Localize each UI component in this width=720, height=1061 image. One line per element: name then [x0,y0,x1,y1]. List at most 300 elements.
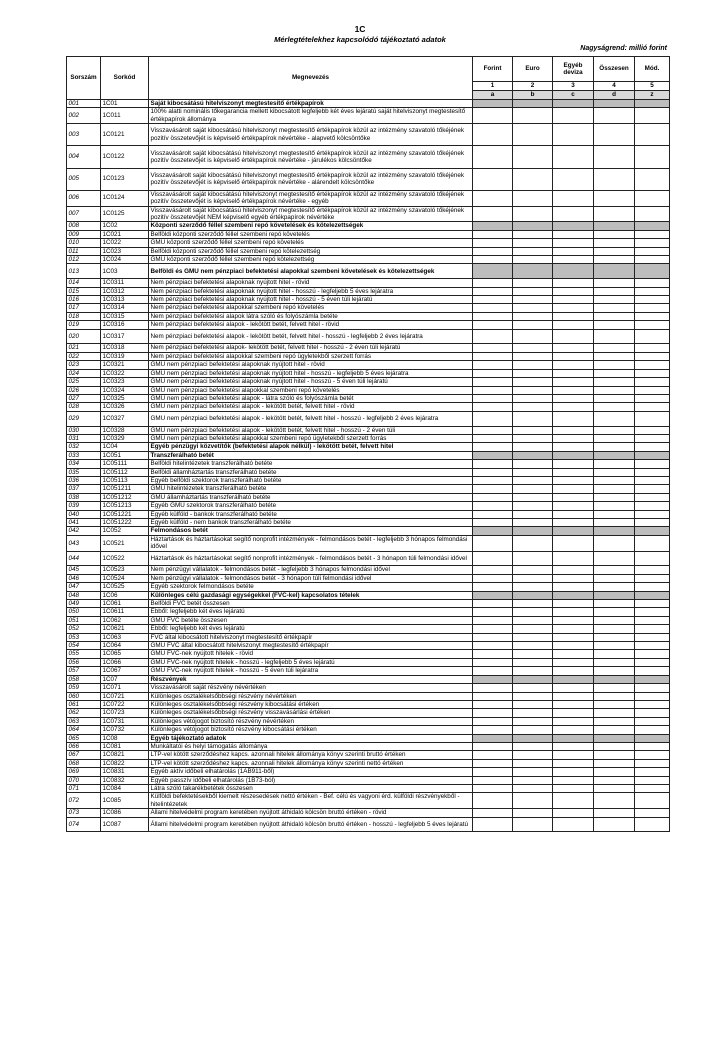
value-cell[interactable] [635,535,670,551]
value-cell[interactable] [513,684,553,692]
value-cell[interactable] [635,784,670,792]
value-cell[interactable] [513,709,553,717]
value-cell[interactable] [473,426,513,434]
value-cell[interactable] [513,493,553,501]
value-cell[interactable] [594,551,635,566]
value-cell[interactable] [635,222,670,230]
value-cell[interactable] [473,394,513,402]
value-cell[interactable] [473,329,513,344]
value-cell[interactable] [553,100,594,108]
value-cell[interactable] [553,502,594,510]
value-cell[interactable] [594,700,635,708]
value-cell[interactable] [594,369,635,377]
value-cell[interactable] [513,460,553,468]
value-cell[interactable] [635,460,670,468]
value-cell[interactable] [594,146,635,168]
value-cell[interactable] [635,684,670,692]
value-cell[interactable] [594,776,635,784]
value-cell[interactable] [473,633,513,641]
value-cell[interactable] [513,809,553,817]
value-cell[interactable] [553,230,594,238]
value-cell[interactable] [513,751,553,759]
value-cell[interactable] [635,411,670,426]
value-cell[interactable] [594,329,635,344]
value-cell[interactable] [635,378,670,386]
value-cell[interactable] [553,667,594,675]
value-cell[interactable] [635,264,670,279]
value-cell[interactable] [594,675,635,683]
value-cell[interactable] [553,386,594,394]
value-cell[interactable] [513,793,553,809]
value-cell[interactable] [473,608,513,616]
value-cell[interactable] [635,296,670,304]
value-cell[interactable] [635,304,670,312]
value-cell[interactable] [513,616,553,624]
value-cell[interactable] [513,264,553,279]
value-cell[interactable] [513,411,553,426]
value-cell[interactable] [635,394,670,402]
value-cell[interactable] [594,344,635,352]
value-cell[interactable] [473,247,513,255]
value-cell[interactable] [513,369,553,377]
value-cell[interactable] [635,124,670,146]
value-cell[interactable] [513,206,553,222]
value-cell[interactable] [513,675,553,683]
value-cell[interactable] [473,493,513,501]
value-cell[interactable] [635,369,670,377]
value-cell[interactable] [513,312,553,320]
value-cell[interactable] [553,329,594,344]
value-cell[interactable] [473,518,513,526]
value-cell[interactable] [513,476,553,484]
value-cell[interactable] [473,304,513,312]
value-cell[interactable] [635,600,670,608]
value-cell[interactable] [635,658,670,666]
value-cell[interactable] [635,759,670,767]
value-cell[interactable] [594,264,635,279]
value-cell[interactable] [473,256,513,264]
value-cell[interactable] [473,817,513,832]
value-cell[interactable] [553,566,594,574]
value-cell[interactable] [635,108,670,124]
value-cell[interactable] [473,793,513,809]
value-cell[interactable] [473,616,513,624]
value-cell[interactable] [513,100,553,108]
value-cell[interactable] [473,566,513,574]
value-cell[interactable] [553,239,594,247]
value-cell[interactable] [473,352,513,360]
value-cell[interactable] [473,650,513,658]
value-cell[interactable] [635,583,670,591]
value-cell[interactable] [635,518,670,526]
value-cell[interactable] [473,742,513,750]
value-cell[interactable] [553,146,594,168]
value-cell[interactable] [594,108,635,124]
value-cell[interactable] [635,321,670,329]
value-cell[interactable] [553,518,594,526]
value-cell[interactable] [473,206,513,222]
value-cell[interactable] [513,279,553,287]
value-cell[interactable] [553,658,594,666]
value-cell[interactable] [513,734,553,742]
value-cell[interactable] [594,247,635,255]
value-cell[interactable] [473,369,513,377]
value-cell[interactable] [635,146,670,168]
value-cell[interactable] [553,574,594,582]
value-cell[interactable] [513,256,553,264]
value-cell[interactable] [594,759,635,767]
value-cell[interactable] [594,361,635,369]
value-cell[interactable] [553,394,594,402]
value-cell[interactable] [594,692,635,700]
value-cell[interactable] [635,403,670,411]
value-cell[interactable] [635,527,670,535]
value-cell[interactable] [473,768,513,776]
value-cell[interactable] [513,124,553,146]
value-cell[interactable] [635,633,670,641]
value-cell[interactable] [594,583,635,591]
value-cell[interactable] [594,443,635,451]
value-cell[interactable] [473,222,513,230]
value-cell[interactable] [594,510,635,518]
value-cell[interactable] [553,304,594,312]
value-cell[interactable] [594,625,635,633]
value-cell[interactable] [594,403,635,411]
value-cell[interactable] [553,583,594,591]
value-cell[interactable] [553,264,594,279]
value-cell[interactable] [553,510,594,518]
value-cell[interactable] [635,361,670,369]
value-cell[interactable] [594,222,635,230]
value-cell[interactable] [594,378,635,386]
value-cell[interactable] [553,717,594,725]
value-cell[interactable] [594,600,635,608]
value-cell[interactable] [473,726,513,734]
value-cell[interactable] [513,239,553,247]
value-cell[interactable] [594,468,635,476]
value-cell[interactable] [594,642,635,650]
value-cell[interactable] [594,658,635,666]
value-cell[interactable] [553,742,594,750]
value-cell[interactable] [635,426,670,434]
value-cell[interactable] [635,247,670,255]
value-cell[interactable] [473,386,513,394]
value-cell[interactable] [553,776,594,784]
value-cell[interactable] [513,426,553,434]
value-cell[interactable] [513,352,553,360]
value-cell[interactable] [473,600,513,608]
value-cell[interactable] [513,591,553,599]
value-cell[interactable] [473,535,513,551]
value-cell[interactable] [513,551,553,566]
value-cell[interactable] [513,247,553,255]
value-cell[interactable] [635,485,670,493]
value-cell[interactable] [553,700,594,708]
value-cell[interactable] [473,434,513,442]
value-cell[interactable] [594,230,635,238]
value-cell[interactable] [553,675,594,683]
value-cell[interactable] [635,776,670,784]
value-cell[interactable] [553,726,594,734]
value-cell[interactable] [553,206,594,222]
value-cell[interactable] [635,551,670,566]
value-cell[interactable] [553,793,594,809]
value-cell[interactable] [473,411,513,426]
value-cell[interactable] [513,230,553,238]
value-cell[interactable] [635,650,670,658]
value-cell[interactable] [594,709,635,717]
value-cell[interactable] [635,751,670,759]
value-cell[interactable] [635,709,670,717]
value-cell[interactable] [513,600,553,608]
value-cell[interactable] [594,485,635,493]
value-cell[interactable] [473,709,513,717]
value-cell[interactable] [553,279,594,287]
value-cell[interactable] [553,426,594,434]
value-cell[interactable] [635,468,670,476]
value-cell[interactable] [635,566,670,574]
value-cell[interactable] [635,700,670,708]
value-cell[interactable] [553,451,594,459]
value-cell[interactable] [635,510,670,518]
value-cell[interactable] [635,312,670,320]
value-cell[interactable] [594,667,635,675]
value-cell[interactable] [513,190,553,206]
value-cell[interactable] [513,817,553,832]
value-cell[interactable] [473,321,513,329]
value-cell[interactable] [553,476,594,484]
value-cell[interactable] [513,608,553,616]
value-cell[interactable] [553,809,594,817]
value-cell[interactable] [594,809,635,817]
value-cell[interactable] [513,378,553,386]
value-cell[interactable] [513,403,553,411]
value-cell[interactable] [635,574,670,582]
value-cell[interactable] [553,411,594,426]
value-cell[interactable] [594,742,635,750]
value-cell[interactable] [594,684,635,692]
value-cell[interactable] [473,344,513,352]
value-cell[interactable] [553,124,594,146]
value-cell[interactable] [635,256,670,264]
value-cell[interactable] [513,108,553,124]
value-cell[interactable] [473,378,513,386]
value-cell[interactable] [594,287,635,295]
value-cell[interactable] [473,476,513,484]
value-cell[interactable] [635,817,670,832]
value-cell[interactable] [594,168,635,190]
value-cell[interactable] [553,608,594,616]
value-cell[interactable] [594,100,635,108]
value-cell[interactable] [553,443,594,451]
value-cell[interactable] [594,312,635,320]
value-cell[interactable] [513,386,553,394]
value-cell[interactable] [473,667,513,675]
value-cell[interactable] [513,329,553,344]
value-cell[interactable] [553,369,594,377]
value-cell[interactable] [513,650,553,658]
value-cell[interactable] [553,108,594,124]
value-cell[interactable] [635,726,670,734]
value-cell[interactable] [553,247,594,255]
value-cell[interactable] [513,434,553,442]
value-cell[interactable] [513,726,553,734]
value-cell[interactable] [513,717,553,725]
value-cell[interactable] [473,146,513,168]
value-cell[interactable] [513,776,553,784]
value-cell[interactable] [635,206,670,222]
value-cell[interactable] [635,625,670,633]
value-cell[interactable] [473,751,513,759]
value-cell[interactable] [473,759,513,767]
value-cell[interactable] [594,817,635,832]
value-cell[interactable] [594,608,635,616]
value-cell[interactable] [594,296,635,304]
value-cell[interactable] [594,411,635,426]
value-cell[interactable] [513,502,553,510]
value-cell[interactable] [594,206,635,222]
value-cell[interactable] [513,642,553,650]
value-cell[interactable] [553,352,594,360]
value-cell[interactable] [635,616,670,624]
value-cell[interactable] [513,566,553,574]
value-cell[interactable] [513,510,553,518]
value-cell[interactable] [473,239,513,247]
value-cell[interactable] [513,468,553,476]
value-cell[interactable] [473,658,513,666]
value-cell[interactable] [473,574,513,582]
value-cell[interactable] [635,352,670,360]
value-cell[interactable] [473,108,513,124]
value-cell[interactable] [594,633,635,641]
value-cell[interactable] [635,742,670,750]
value-cell[interactable] [594,434,635,442]
value-cell[interactable] [594,734,635,742]
value-cell[interactable] [553,817,594,832]
value-cell[interactable] [635,434,670,442]
value-cell[interactable] [594,616,635,624]
value-cell[interactable] [513,692,553,700]
value-cell[interactable] [513,784,553,792]
value-cell[interactable] [635,100,670,108]
value-cell[interactable] [513,361,553,369]
value-cell[interactable] [553,625,594,633]
value-cell[interactable] [594,493,635,501]
value-cell[interactable] [594,256,635,264]
value-cell[interactable] [635,768,670,776]
value-cell[interactable] [473,279,513,287]
value-cell[interactable] [473,717,513,725]
value-cell[interactable] [513,583,553,591]
value-cell[interactable] [635,502,670,510]
value-cell[interactable] [553,434,594,442]
value-cell[interactable] [594,768,635,776]
value-cell[interactable] [553,784,594,792]
value-cell[interactable] [553,460,594,468]
value-cell[interactable] [553,485,594,493]
value-cell[interactable] [553,403,594,411]
value-cell[interactable] [473,625,513,633]
value-cell[interactable] [553,493,594,501]
value-cell[interactable] [553,344,594,352]
value-cell[interactable] [513,485,553,493]
value-cell[interactable] [473,700,513,708]
value-cell[interactable] [635,717,670,725]
value-cell[interactable] [635,443,670,451]
value-cell[interactable] [594,784,635,792]
value-cell[interactable] [594,574,635,582]
value-cell[interactable] [513,296,553,304]
value-cell[interactable] [553,551,594,566]
value-cell[interactable] [635,344,670,352]
value-cell[interactable] [473,734,513,742]
value-cell[interactable] [635,642,670,650]
value-cell[interactable] [513,394,553,402]
value-cell[interactable] [553,633,594,641]
value-cell[interactable] [635,230,670,238]
value-cell[interactable] [553,296,594,304]
value-cell[interactable] [473,287,513,295]
value-cell[interactable] [553,468,594,476]
value-cell[interactable] [594,279,635,287]
value-cell[interactable] [594,566,635,574]
value-cell[interactable] [635,793,670,809]
value-cell[interactable] [553,768,594,776]
value-cell[interactable] [553,312,594,320]
value-cell[interactable] [553,591,594,599]
value-cell[interactable] [473,684,513,692]
value-cell[interactable] [473,692,513,700]
value-cell[interactable] [594,591,635,599]
value-cell[interactable] [473,809,513,817]
value-cell[interactable] [473,468,513,476]
value-cell[interactable] [594,352,635,360]
value-cell[interactable] [594,321,635,329]
value-cell[interactable] [473,168,513,190]
value-cell[interactable] [635,279,670,287]
value-cell[interactable] [473,551,513,566]
value-cell[interactable] [553,751,594,759]
value-cell[interactable] [513,633,553,641]
value-cell[interactable] [553,650,594,658]
value-cell[interactable] [553,168,594,190]
value-cell[interactable] [635,734,670,742]
value-cell[interactable] [635,451,670,459]
value-cell[interactable] [594,518,635,526]
value-cell[interactable] [473,510,513,518]
value-cell[interactable] [473,312,513,320]
value-cell[interactable] [553,616,594,624]
value-cell[interactable] [635,608,670,616]
value-cell[interactable] [594,535,635,551]
value-cell[interactable] [635,239,670,247]
value-cell[interactable] [513,344,553,352]
value-cell[interactable] [594,726,635,734]
value-cell[interactable] [473,403,513,411]
value-cell[interactable] [594,304,635,312]
value-cell[interactable] [513,535,553,551]
value-cell[interactable] [553,361,594,369]
value-cell[interactable] [594,527,635,535]
value-cell[interactable] [553,600,594,608]
value-cell[interactable] [473,124,513,146]
value-cell[interactable] [594,124,635,146]
value-cell[interactable] [635,386,670,394]
value-cell[interactable] [513,304,553,312]
value-cell[interactable] [553,378,594,386]
value-cell[interactable] [473,776,513,784]
value-cell[interactable] [594,394,635,402]
